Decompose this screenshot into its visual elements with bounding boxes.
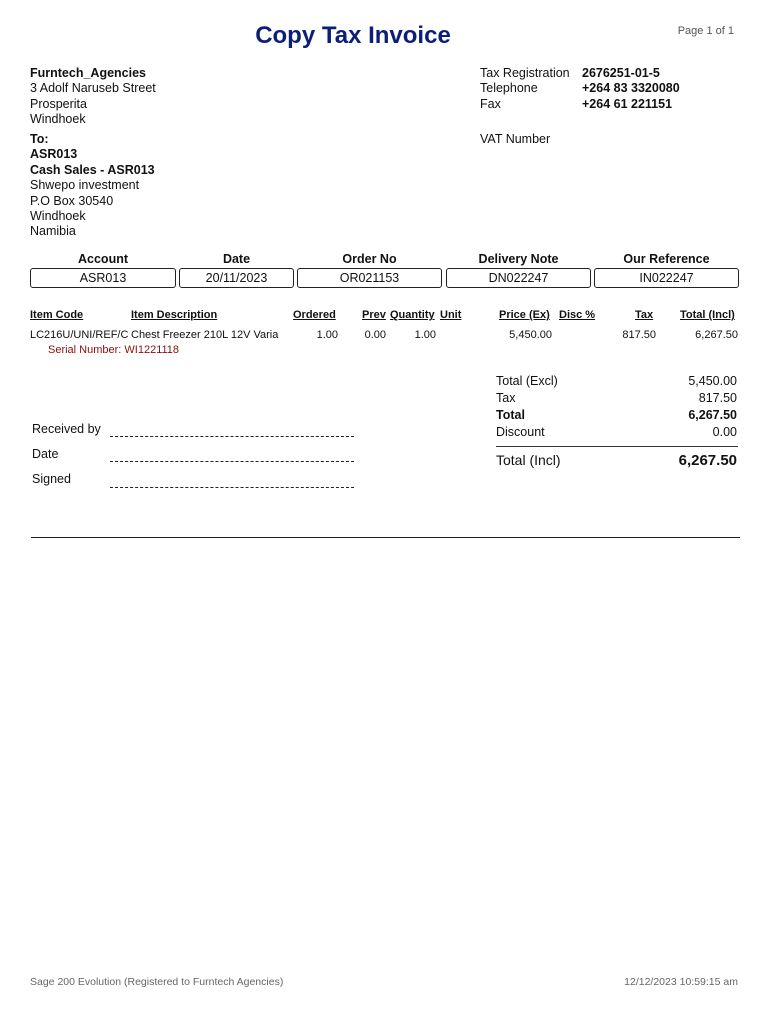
- tax-row: [496, 391, 737, 405]
- discount-row: [496, 425, 737, 439]
- company-info: [480, 66, 680, 112]
- total-incl-cell: 6,267.50: [695, 329, 738, 341]
- col-price-ex: Price (Ex): [499, 309, 550, 321]
- field-label: Our Reference: [623, 252, 710, 266]
- received-by-label: Received by: [32, 422, 101, 436]
- company-address-line: Prosperita: [30, 96, 87, 111]
- serial-number: Serial Number: WI1221118: [48, 344, 180, 356]
- invoice-title: Copy Tax Invoice: [255, 22, 451, 49]
- field-value: 20/11/2023: [179, 268, 294, 288]
- signed-label: Signed: [32, 472, 71, 486]
- item-description-cell: Chest Freezer 210L 12V Varia: [131, 329, 279, 341]
- info-label: Telephone: [480, 81, 538, 96]
- field-value: OR021153: [297, 268, 442, 288]
- account-field: [30, 252, 176, 288]
- customer-address-line: P.O Box 30540: [30, 193, 114, 208]
- col-unit: Unit: [440, 309, 462, 321]
- page-number: Page 1 of 1: [677, 25, 734, 37]
- field-label: Order No: [342, 252, 397, 266]
- info-value: +264 61 221151: [582, 96, 673, 111]
- company-name: Furntech_Agencies: [30, 66, 147, 80]
- col-disc: Disc %: [559, 309, 596, 321]
- total-value: 6,267.50: [688, 408, 737, 422]
- field-value: ASR013: [30, 268, 176, 288]
- total-label: Discount: [496, 425, 545, 439]
- prev-cell: 0.00: [364, 329, 386, 341]
- customer-address-line: Windhoek: [30, 209, 86, 224]
- received-by-line: [110, 436, 354, 437]
- field-label: Delivery Note: [478, 252, 559, 266]
- tax-cell: 817.50: [622, 329, 656, 341]
- grand-total-label: Total (Incl): [496, 452, 561, 468]
- info-label: Tax Registration: [480, 66, 570, 80]
- col-prev: Prev: [362, 309, 386, 321]
- footer-software: Sage 200 Evolution (Registered to Furntech Agencies): [30, 976, 284, 988]
- col-total-incl: Total (Incl): [680, 309, 735, 321]
- to-label: To:: [30, 132, 49, 146]
- field-value: IN022247: [594, 268, 739, 288]
- fax-row: [480, 97, 680, 112]
- info-value: 2676251-01-5: [582, 66, 660, 80]
- customer-block: [30, 132, 155, 240]
- date-field: [179, 252, 294, 288]
- vat-number-label: VAT Number: [480, 132, 551, 146]
- our-reference-field: [594, 252, 739, 288]
- signed-line: [110, 487, 354, 488]
- price-ex-cell: 5,450.00: [509, 329, 552, 341]
- quantity-cell: 1.00: [414, 329, 436, 341]
- ordered-cell: 1.00: [316, 329, 338, 341]
- col-quantity: Quantity: [390, 309, 435, 321]
- customer-address-line: Shwepo investment: [30, 178, 140, 193]
- total-value: 0.00: [712, 425, 737, 439]
- company-block: [30, 66, 156, 128]
- customer-address-line: Namibia: [30, 224, 76, 239]
- total-value: 817.50: [698, 391, 737, 405]
- col-item-code: Item Code: [30, 309, 84, 321]
- customer-name: Cash Sales - ASR013: [30, 162, 155, 177]
- item-code-cell: LC216U/UNI/REF/C: [30, 329, 128, 341]
- col-ordered: Ordered: [293, 309, 336, 321]
- company-address-line: Windhoek: [30, 112, 86, 127]
- total-label: Tax: [496, 391, 516, 405]
- total-value: 5,450.00: [688, 374, 737, 388]
- total-row: [496, 408, 737, 422]
- order-no-field: [297, 252, 442, 288]
- totals-separator: [496, 446, 738, 447]
- total-excl-row: [496, 374, 737, 388]
- tax-registration-row: [480, 66, 680, 81]
- total-label: Total (Excl): [496, 374, 558, 388]
- telephone-row: [480, 81, 680, 96]
- info-label: Fax: [480, 96, 501, 111]
- company-address-line: 3 Adolf Naruseb Street: [30, 81, 156, 96]
- field-label: Date: [222, 252, 251, 266]
- field-label: Account: [78, 252, 128, 266]
- grand-total-row: [496, 452, 737, 469]
- date-sign-label: Date: [32, 447, 59, 461]
- date-sign-line: [110, 461, 354, 462]
- total-label: Total: [496, 408, 525, 422]
- col-item-description: Item Description: [131, 309, 218, 321]
- field-value: DN022247: [446, 268, 591, 288]
- delivery-note-field: [446, 252, 591, 288]
- footer-timestamp: 12/12/2023 10:59:15 am: [624, 976, 738, 988]
- grand-total-value: 6,267.50: [678, 452, 737, 469]
- col-tax: Tax: [635, 309, 654, 321]
- customer-code: ASR013: [30, 147, 78, 162]
- info-value: +264 83 3320080: [582, 81, 680, 96]
- page-divider: [31, 537, 740, 538]
